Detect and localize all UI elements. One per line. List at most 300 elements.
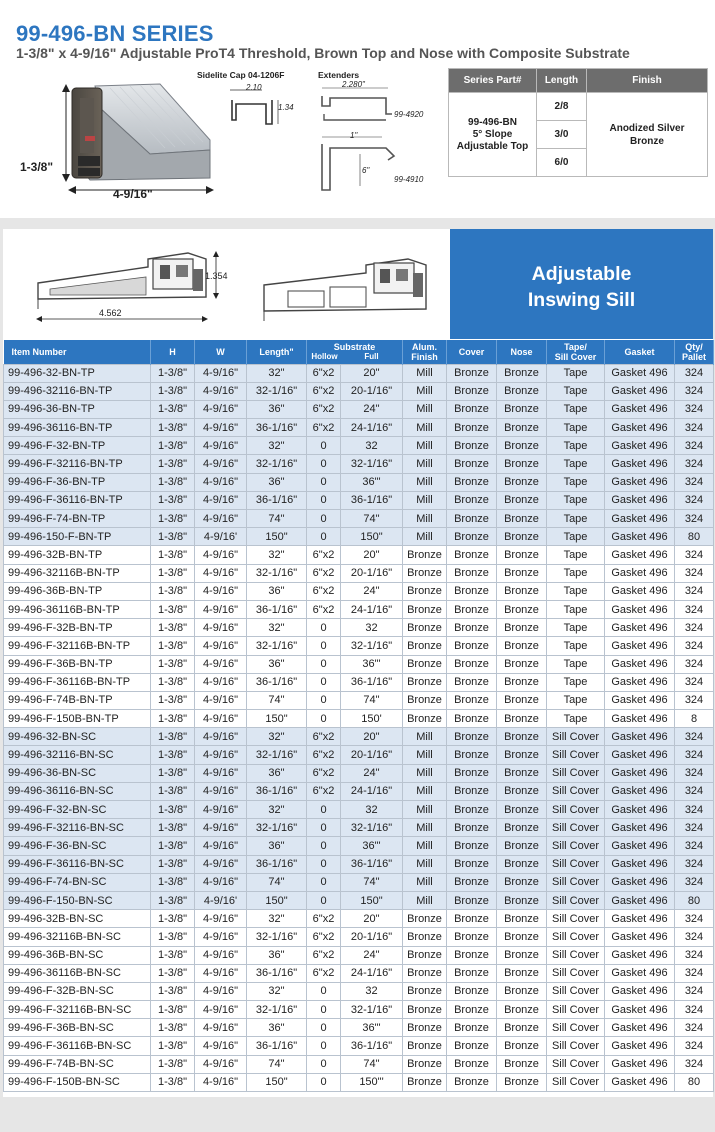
gasket-cell: Gasket 496 [605, 400, 675, 418]
h-cell: 1-3/8" [151, 1055, 195, 1073]
nose-cell: Bronze [497, 600, 547, 618]
length-cell: 32-1/16" [247, 746, 307, 764]
cover-cell: Bronze [447, 1019, 497, 1037]
cover-cell: Bronze [447, 764, 497, 782]
table-row [4, 928, 714, 946]
tape-cell: Sill Cover [547, 746, 605, 764]
h-cell: 1-3/8" [151, 455, 195, 473]
table-row [4, 510, 714, 528]
table-row [4, 473, 714, 491]
tape-cell: Sill Cover [547, 1055, 605, 1073]
qty-cell: 80 [675, 528, 714, 546]
hollow-cell: 0 [307, 637, 341, 655]
profile-title [450, 261, 713, 313]
table-row [4, 1001, 714, 1019]
alum-finish-cell: Bronze [403, 710, 447, 728]
hollow-cell: 6"x2 [307, 419, 341, 437]
h-cell: 1-3/8" [151, 946, 195, 964]
hollow-cell: 0 [307, 619, 341, 637]
full-cell: 150' [341, 710, 403, 728]
tape-cell: Sill Cover [547, 782, 605, 800]
w-cell: 4-9/16" [195, 691, 247, 709]
w-header: W [195, 340, 247, 364]
tape-cell: Sill Cover [547, 1019, 605, 1037]
tape-cell: Tape [547, 655, 605, 673]
w-cell: 4-9/16" [195, 673, 247, 691]
full-cell: 20-1/16" [341, 382, 403, 400]
qty-cell: 324 [675, 619, 714, 637]
qty-cell: 324 [675, 673, 714, 691]
qty-cell: 80 [675, 891, 714, 909]
item-number-cell: 99-496-F-32B-BN-TP [4, 619, 151, 637]
alum-finish-cell: Mill [403, 400, 447, 418]
w-cell: 4-9/16" [195, 837, 247, 855]
h-cell: 1-3/8" [151, 600, 195, 618]
table-row [4, 837, 714, 855]
nose-cell: Bronze [497, 928, 547, 946]
alum-finish-cell: Mill [403, 873, 447, 891]
item-number-cell: 99-496-36116B-BN-SC [4, 964, 151, 982]
qty-cell: 324 [675, 637, 714, 655]
table-row [4, 964, 714, 982]
item-number-cell: 99-496-36116-BN-TP [4, 419, 151, 437]
w-cell: 4-9/16" [195, 600, 247, 618]
hollow-cell: 0 [307, 437, 341, 455]
alum-finish-cell: Mill [403, 364, 447, 382]
table-row [4, 582, 714, 600]
gasket-cell: Gasket 496 [605, 764, 675, 782]
length-cell: 32-1/16" [247, 564, 307, 582]
table-row [4, 655, 714, 673]
h-cell: 1-3/8" [151, 528, 195, 546]
tape-cell: Tape [547, 364, 605, 382]
full-label: Full [364, 351, 379, 361]
item-number-cell: 99-496-F-150B-BN-SC [4, 1073, 151, 1091]
gasket-cell: Gasket 496 [605, 910, 675, 928]
alum-finish-cell: Mill [403, 419, 447, 437]
nose-cell: Bronze [497, 491, 547, 509]
hollow-cell: 0 [307, 1055, 341, 1073]
part-99-4910: 99-4910 [394, 175, 424, 184]
nose-cell: Bronze [497, 655, 547, 673]
h-cell: 1-3/8" [151, 564, 195, 582]
gasket-cell: Gasket 496 [605, 528, 675, 546]
w-cell: 4-9/16" [195, 510, 247, 528]
length-cell: 2/8 [537, 93, 587, 121]
nose-cell: Bronze [497, 728, 547, 746]
table-row [4, 455, 714, 473]
gasket-cell: Gasket 496 [605, 382, 675, 400]
item-number-cell: 99-496-F-32B-BN-SC [4, 982, 151, 1000]
table-row [4, 746, 714, 764]
nose-cell: Bronze [497, 1055, 547, 1073]
hollow-cell: 0 [307, 510, 341, 528]
gasket-cell: Gasket 496 [605, 1001, 675, 1019]
cover-cell: Bronze [447, 637, 497, 655]
item-number-cell: 99-496-F-150B-BN-TP [4, 710, 151, 728]
gasket-cell: Gasket 496 [605, 964, 675, 982]
nose-cell: Bronze [497, 364, 547, 382]
profile-width-dimension: 4.562 [99, 308, 122, 318]
w-cell: 4-9/16" [195, 1073, 247, 1091]
gasket-cell: Gasket 496 [605, 891, 675, 909]
table-row [4, 910, 714, 928]
table-row [4, 855, 714, 873]
tape-cell: Sill Cover [547, 855, 605, 873]
full-cell: 36-1/16" [341, 855, 403, 873]
gasket-cell: Gasket 496 [605, 710, 675, 728]
qty-label: Qty/ [685, 341, 703, 352]
cover-cell: Bronze [447, 873, 497, 891]
finish-line: Anodized Silver [609, 122, 685, 134]
alum-finish-cell: Mill [403, 491, 447, 509]
alum-finish-cell: Bronze [403, 546, 447, 564]
w-cell: 4-9/16" [195, 819, 247, 837]
nose-cell: Bronze [497, 673, 547, 691]
cover-cell: Bronze [447, 782, 497, 800]
h-cell: 1-3/8" [151, 964, 195, 982]
item-number-cell: 99-496-F-36-BN-SC [4, 837, 151, 855]
h-cell: 1-3/8" [151, 855, 195, 873]
h-cell: 1-3/8" [151, 582, 195, 600]
full-cell: 32-1/16" [341, 819, 403, 837]
sidelite-cap-label: Sidelite Cap 04-1206F [197, 70, 285, 80]
qty-header [675, 340, 714, 364]
alum-finish-header [403, 340, 447, 364]
nose-cell: Bronze [497, 437, 547, 455]
alum-finish-cell: Bronze [403, 946, 447, 964]
length-cell: 32" [247, 910, 307, 928]
series-part-header: Series Part# [449, 69, 537, 93]
item-number-cell: 99-496-F-32-BN-SC [4, 801, 151, 819]
w-cell: 4-9/16" [195, 473, 247, 491]
alum-finish-cell: Bronze [403, 1001, 447, 1019]
w-cell: 4-9/16" [195, 1055, 247, 1073]
qty-cell: 324 [675, 1037, 714, 1055]
tape-cell: Sill Cover [547, 910, 605, 928]
full-cell: 20" [341, 910, 403, 928]
length-cell: 32" [247, 546, 307, 564]
alum-finish-cell: Bronze [403, 910, 447, 928]
extenders-label: Extenders [318, 70, 360, 80]
length-cell: 36" [247, 946, 307, 964]
item-number-cell: 99-496-32116-BN-TP [4, 382, 151, 400]
nose-cell: Bronze [497, 1001, 547, 1019]
tape-cell: Sill Cover [547, 728, 605, 746]
nose-cell: Bronze [497, 1037, 547, 1055]
qty-cell: 324 [675, 782, 714, 800]
w-cell: 4-9/16" [195, 855, 247, 873]
hollow-label: Hollow [311, 351, 338, 361]
series-title: 99-496-BN SERIES [16, 21, 214, 46]
item-number-cell: 99-496-F-32-BN-TP [4, 437, 151, 455]
tape-cell: Tape [547, 491, 605, 509]
w-cell: 4-9/16" [195, 746, 247, 764]
w-cell: 4-9/16' [195, 891, 247, 909]
h-header: H [151, 340, 195, 364]
nose-cell: Bronze [497, 746, 547, 764]
tape-cell: Sill Cover [547, 1037, 605, 1055]
tape-cell: Sill Cover [547, 946, 605, 964]
table-row [4, 437, 714, 455]
qty-cell: 324 [675, 801, 714, 819]
hollow-cell: 6"x2 [307, 910, 341, 928]
h-cell: 1-3/8" [151, 873, 195, 891]
nose-cell: Bronze [497, 710, 547, 728]
tape-cell: Tape [547, 564, 605, 582]
cover-cell: Bronze [447, 1037, 497, 1055]
item-number-cell: 99-496-36116B-BN-TP [4, 600, 151, 618]
h-cell: 1-3/8" [151, 655, 195, 673]
qty-cell: 324 [675, 728, 714, 746]
nose-cell: Bronze [497, 564, 547, 582]
h-cell: 1-3/8" [151, 910, 195, 928]
alum-finish-cell: Bronze [403, 673, 447, 691]
tape-cell: Tape [547, 582, 605, 600]
length-header: Length [537, 69, 587, 93]
alum-finish-cell: Bronze [403, 637, 447, 655]
full-cell: 24-1/16" [341, 600, 403, 618]
tape-cell: Tape [547, 473, 605, 491]
hollow-cell: 0 [307, 691, 341, 709]
full-cell: 24" [341, 946, 403, 964]
length-cell: 36-1/16" [247, 964, 307, 982]
dim-2-10: 2.10 [246, 83, 262, 92]
w-cell: 4-9/16" [195, 928, 247, 946]
cover-cell: Bronze [447, 528, 497, 546]
cover-cell: Bronze [447, 964, 497, 982]
qty-cell: 324 [675, 1055, 714, 1073]
h-cell: 1-3/8" [151, 982, 195, 1000]
nose-header: Nose [497, 340, 547, 364]
item-number-cell: 99-496-36-BN-TP [4, 400, 151, 418]
length-cell: 74" [247, 510, 307, 528]
w-cell: 4-9/16" [195, 982, 247, 1000]
hollow-cell: 0 [307, 673, 341, 691]
alum-label: Alum. [411, 341, 437, 352]
full-cell: 74" [341, 1055, 403, 1073]
nose-cell: Bronze [497, 637, 547, 655]
table-row [4, 764, 714, 782]
tape-label: Tape/ [564, 341, 587, 352]
hollow-cell: 0 [307, 891, 341, 909]
pallet-label: Pallet [681, 351, 706, 362]
qty-cell: 324 [675, 473, 714, 491]
w-cell: 4-9/16" [195, 1019, 247, 1037]
item-number-cell: 99-496-F-74B-BN-TP [4, 691, 151, 709]
item-number-cell: 99-496-32116B-BN-SC [4, 928, 151, 946]
hollow-cell: 6"x2 [307, 600, 341, 618]
part-99-4920: 99-4920 [394, 110, 424, 119]
h-cell: 1-3/8" [151, 746, 195, 764]
length-cell: 150" [247, 528, 307, 546]
nose-cell: Bronze [497, 891, 547, 909]
length-cell: 36" [247, 1019, 307, 1037]
tape-cell: Sill Cover [547, 928, 605, 946]
finish-line: Bronze [630, 135, 664, 147]
dim-1-34: 1.34 [278, 103, 294, 112]
w-cell: 4-9/16" [195, 546, 247, 564]
gasket-cell: Gasket 496 [605, 619, 675, 637]
full-cell: 24" [341, 582, 403, 600]
h-cell: 1-3/8" [151, 928, 195, 946]
full-cell: 150" [341, 528, 403, 546]
tape-cell: Sill Cover [547, 982, 605, 1000]
cover-cell: Bronze [447, 437, 497, 455]
w-cell: 4-9/16" [195, 582, 247, 600]
full-cell: 32 [341, 619, 403, 637]
hollow-cell: 6"x2 [307, 928, 341, 946]
dim-6-inch: 6" [362, 166, 370, 175]
nose-cell: Bronze [497, 510, 547, 528]
length-cell: 32" [247, 364, 307, 382]
w-cell: 4-9/16" [195, 1037, 247, 1055]
table-row [4, 710, 714, 728]
nose-cell: Bronze [497, 801, 547, 819]
cover-cell: Bronze [447, 582, 497, 600]
tape-cell: Sill Cover [547, 764, 605, 782]
gasket-cell: Gasket 496 [605, 510, 675, 528]
length-cell: 32-1/16" [247, 455, 307, 473]
qty-cell: 8 [675, 710, 714, 728]
full-cell: 24" [341, 764, 403, 782]
h-cell: 1-3/8" [151, 801, 195, 819]
gasket-cell: Gasket 496 [605, 782, 675, 800]
w-cell: 4-9/16" [195, 964, 247, 982]
qty-cell: 324 [675, 819, 714, 837]
w-cell: 4-9/16' [195, 528, 247, 546]
h-cell: 1-3/8" [151, 364, 195, 382]
nose-cell: Bronze [497, 400, 547, 418]
alum-finish-cell: Mill [403, 819, 447, 837]
hollow-cell: 0 [307, 801, 341, 819]
length-cell: 36" [247, 837, 307, 855]
cover-cell: Bronze [447, 491, 497, 509]
hollow-cell: 6"x2 [307, 400, 341, 418]
item-number-cell: 99-496-F-74B-BN-SC [4, 1055, 151, 1073]
nose-cell: Bronze [497, 782, 547, 800]
length-cell: 36-1/16" [247, 419, 307, 437]
series-part-line: Adjustable Top [456, 140, 529, 152]
item-number-cell: 99-496-32B-BN-SC [4, 910, 151, 928]
item-number-cell: 99-496-32B-BN-TP [4, 546, 151, 564]
full-cell: 24-1/16" [341, 419, 403, 437]
tape-cell: Tape [547, 528, 605, 546]
alum-finish-cell: Bronze [403, 600, 447, 618]
gasket-cell: Gasket 496 [605, 473, 675, 491]
alum-finish-cell: Mill [403, 437, 447, 455]
length-cell: 36" [247, 764, 307, 782]
full-cell: 36"' [341, 837, 403, 855]
tape-cell: Sill Cover [547, 801, 605, 819]
cover-cell: Bronze [447, 855, 497, 873]
length-header: Length" [247, 340, 307, 364]
hollow-cell: 0 [307, 873, 341, 891]
hollow-cell: 6"x2 [307, 764, 341, 782]
nose-cell: Bronze [497, 382, 547, 400]
w-cell: 4-9/16" [195, 619, 247, 637]
length-cell: 150" [247, 1073, 307, 1091]
qty-cell: 324 [675, 1019, 714, 1037]
full-cell: 36-1/16" [341, 1037, 403, 1055]
w-cell: 4-9/16" [195, 564, 247, 582]
full-cell: 36"' [341, 473, 403, 491]
table-row [4, 364, 714, 382]
sill-cover-label: Sill Cover [554, 351, 597, 362]
finish-header: Finish [587, 69, 708, 93]
item-number-cell: 99-496-32116B-BN-TP [4, 564, 151, 582]
cover-cell: Bronze [447, 982, 497, 1000]
tape-cell: Sill Cover [547, 819, 605, 837]
gasket-cell: Gasket 496 [605, 1019, 675, 1037]
w-cell: 4-9/16" [195, 1001, 247, 1019]
full-cell: 20-1/16" [341, 928, 403, 946]
gasket-cell: Gasket 496 [605, 801, 675, 819]
cover-cell: Bronze [447, 946, 497, 964]
cover-cell: Bronze [447, 891, 497, 909]
cover-cell: Bronze [447, 837, 497, 855]
w-cell: 4-9/16" [195, 764, 247, 782]
hollow-cell: 0 [307, 1019, 341, 1037]
full-cell: 36"' [341, 655, 403, 673]
alum-finish-cell: Mill [403, 782, 447, 800]
item-number-cell: 99-496-F-36116-BN-SC [4, 855, 151, 873]
substrate-label: Substrate [333, 341, 376, 352]
alum-finish-cell: Bronze [403, 1055, 447, 1073]
cover-cell: Bronze [447, 928, 497, 946]
w-cell: 4-9/16" [195, 491, 247, 509]
hollow-cell: 6"x2 [307, 964, 341, 982]
tape-cell: Tape [547, 510, 605, 528]
alum-finish-cell: Mill [403, 528, 447, 546]
full-cell: 20" [341, 546, 403, 564]
full-cell: 150"' [341, 1073, 403, 1091]
qty-cell: 324 [675, 946, 714, 964]
gasket-cell: Gasket 496 [605, 855, 675, 873]
h-cell: 1-3/8" [151, 891, 195, 909]
gasket-cell: Gasket 496 [605, 546, 675, 564]
sill-profile-section-drawing [258, 251, 438, 331]
qty-cell: 324 [675, 564, 714, 582]
hollow-cell: 6"x2 [307, 582, 341, 600]
gasket-cell: Gasket 496 [605, 691, 675, 709]
qty-cell: 324 [675, 546, 714, 564]
length-cell: 6/0 [537, 149, 587, 177]
cover-cell: Bronze [447, 1001, 497, 1019]
table-row [4, 728, 714, 746]
hollow-cell: 6"x2 [307, 382, 341, 400]
tape-cell: Tape [547, 455, 605, 473]
w-cell: 4-9/16" [195, 637, 247, 655]
alum-finish-cell: Mill [403, 510, 447, 528]
alum-finish-cell: Mill [403, 746, 447, 764]
profile-height-dimension: 1.354 [205, 271, 228, 281]
alum-finish-cell: Mill [403, 473, 447, 491]
h-cell: 1-3/8" [151, 637, 195, 655]
length-cell: 32" [247, 437, 307, 455]
finish-label: Finish [411, 351, 438, 362]
h-cell: 1-3/8" [151, 1073, 195, 1091]
tape-cell: Tape [547, 546, 605, 564]
w-cell: 4-9/16" [195, 455, 247, 473]
qty-cell: 324 [675, 691, 714, 709]
item-number-cell: 99-496-F-36116B-BN-TP [4, 673, 151, 691]
cover-cell: Bronze [447, 728, 497, 746]
gasket-cell: Gasket 496 [605, 928, 675, 946]
gasket-cell: Gasket 496 [605, 1073, 675, 1091]
cover-cell: Bronze [447, 400, 497, 418]
gasket-cell: Gasket 496 [605, 637, 675, 655]
